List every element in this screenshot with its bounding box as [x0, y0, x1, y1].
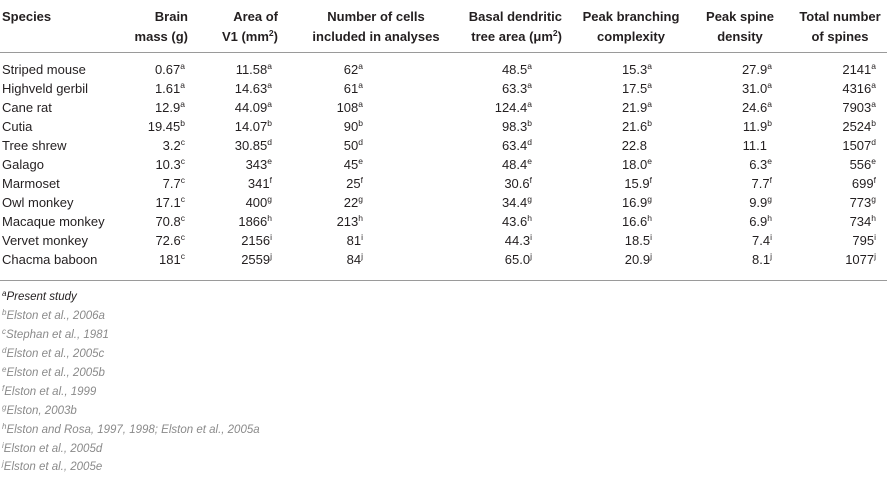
- cell-brain-mass: 3.2$^c$: [162, 137, 185, 153]
- cell-dendritic: 63.3$^a$: [501, 80, 532, 96]
- cell-cells: 25$^f$: [346, 175, 363, 191]
- table-bottom-divider: [0, 280, 887, 281]
- cell-v1-area: 343e: [245, 156, 272, 172]
- cell-species: Cutia: [2, 119, 33, 134]
- cell-brain-mass: 72.6$^c$: [155, 232, 185, 248]
- cell-cells: 62$^a$: [343, 61, 363, 77]
- cell-brain-mass: 12.9$^a$: [154, 99, 185, 115]
- footnote: $^i$Elston et al., 2005d: [2, 441, 103, 455]
- header-v1-area: Area of V1 $(mm^2)$: [221, 9, 278, 44]
- cell-branching: 16.6$^h$: [621, 213, 652, 229]
- cell-branching: 17.5$^a$: [621, 80, 652, 96]
- cell-v1-area: 2559$^j$: [241, 251, 272, 267]
- cell-spine-density: 7.4$^i$: [752, 232, 772, 248]
- header-species: Species: [2, 9, 52, 24]
- cell-spine-density: 27.9$^a$: [741, 61, 772, 77]
- cell-branching: 16.9$^g$: [621, 194, 652, 210]
- footnote: $^c$Stephan et al., 1981: [2, 327, 109, 341]
- cell-cells: 213$^h$: [336, 213, 363, 229]
- header-total-spines: Total number of spines: [799, 9, 881, 44]
- cell-total-spines: 699$^f$: [851, 175, 876, 191]
- table-row: [0, 212, 887, 232]
- cell-cells: 81$^i$: [346, 232, 363, 248]
- cell-dendritic: 43.6$^h$: [501, 213, 532, 229]
- cell-dendritic: 48.5$^a$: [501, 61, 532, 77]
- cell-brain-mass: 19.45$^b$: [147, 118, 185, 134]
- header-divider: [0, 52, 887, 53]
- cell-dendritic: 30.6$^f$: [504, 175, 532, 191]
- cell-v1-area: 44.09$^a$: [234, 99, 272, 115]
- cell-species: Striped mouse: [2, 62, 86, 77]
- cell-dendritic: 34.4$^g$: [501, 194, 532, 210]
- cell-v1-area: 1866$^h$: [238, 213, 272, 229]
- table-row: [0, 155, 887, 175]
- cell-species: Highveld gerbil: [2, 81, 88, 96]
- cell-total-spines: 795$^i$: [852, 232, 876, 248]
- header-spine-density: Peak spine density: [706, 9, 774, 44]
- cell-total-spines: 1077$^j$: [845, 251, 876, 267]
- cell-brain-mass: 1.61$^a$: [154, 80, 185, 96]
- cell-v1-area: 30.85$^d$: [234, 137, 272, 153]
- cell-species: Marmoset: [2, 176, 60, 191]
- footnote: $^b$Elston et al., 2006a: [2, 308, 105, 322]
- cell-branching: 22.8: [621, 138, 647, 153]
- cell-branching: 21.9$^a$: [621, 99, 652, 115]
- cell-dendritic: 63.4$^d$: [501, 137, 532, 153]
- footnote: $^a$Present study: [2, 289, 77, 303]
- cell-species: Chacma baboon: [2, 252, 98, 267]
- table-row: [0, 136, 887, 156]
- cell-total-spines: 2141$^a$: [842, 61, 876, 77]
- cell-cells: 90$^b$: [343, 118, 363, 134]
- cell-species: Macaque monkey: [2, 214, 105, 229]
- cell-species: Owl monkey: [2, 195, 74, 210]
- footnote: $^g$Elston, 2003b: [2, 403, 77, 417]
- cell-total-spines: 7903$^a$: [842, 99, 876, 115]
- cell-brain-mass: 10.3$^c$: [155, 156, 185, 172]
- cell-spine-density: 11.9$^b$: [742, 118, 772, 134]
- table-row: [0, 231, 887, 251]
- table-row: [0, 60, 887, 80]
- footnote: $^e$Elston et al., 2005b: [2, 365, 105, 379]
- cell-cells: 108$^a$: [336, 99, 363, 115]
- cell-dendritic: 124.4$^a$: [494, 99, 532, 115]
- table-row: [0, 250, 887, 270]
- table-row: [0, 98, 887, 118]
- cell-cells: 50$^d$: [343, 137, 363, 153]
- cell-spine-density: 7.7$^f$: [751, 175, 772, 191]
- cell-v1-area: 2156$^i$: [241, 232, 272, 248]
- cell-brain-mass: 17.1$^c$: [155, 194, 185, 210]
- cell-total-spines: 1507$^d$: [842, 137, 876, 153]
- cell-species: Vervet monkey: [2, 233, 88, 248]
- cell-cells: 22$^g$: [343, 194, 363, 210]
- cell-total-spines: 2524$^b$: [842, 118, 876, 134]
- header-branching-complexity: Peak branching complexity: [582, 9, 680, 44]
- table-row: [0, 174, 887, 194]
- cell-v1-area: 400$^g$: [245, 194, 272, 210]
- footnote: $^f$Elston et al., 1999: [2, 384, 97, 398]
- cell-spine-density: 24.6$^a$: [741, 99, 772, 115]
- table-row: [0, 117, 887, 137]
- cell-v1-area: 14.63$^a$: [234, 80, 272, 96]
- cell-total-spines: 4316$^a$: [842, 80, 876, 96]
- cell-spine-density: 6.9$^h$: [749, 213, 772, 229]
- cell-cells: 45e: [343, 156, 363, 172]
- cell-branching: 15.3$^a$: [621, 61, 652, 77]
- footnote: $^h$Elston and Rosa, 1997, 1998; Elston et al., 2005a: [2, 422, 260, 436]
- table-row: [0, 79, 887, 99]
- cell-brain-mass: 7.7$^c$: [162, 175, 185, 191]
- header-number-of-cells: Number of cells included in analyses: [312, 9, 440, 44]
- cell-v1-area: 341$^f$: [247, 175, 272, 191]
- cell-branching: 15.9$^f$: [624, 175, 652, 191]
- footnote: $^j$Elston et al., 2005e: [2, 459, 103, 473]
- cell-branching: 20.9$^j$: [624, 251, 652, 267]
- cell-branching: 18.0e: [621, 156, 652, 172]
- cell-total-spines: 734$^h$: [849, 213, 876, 229]
- cell-brain-mass: 181$^c$: [159, 251, 185, 267]
- cell-v1-area: 11.58$^a$: [235, 61, 272, 77]
- cell-total-spines: 773$^g$: [849, 194, 876, 210]
- cell-branching: 21.6$^b$: [621, 118, 652, 134]
- header-brain-mass: Brain mass (g): [134, 9, 188, 44]
- cell-dendritic: 98.3$^b$: [501, 118, 532, 134]
- cell-spine-density: 11.1: [742, 138, 767, 153]
- cell-branching: 18.5$^i$: [624, 232, 652, 248]
- cell-dendritic: 48.4e: [501, 156, 532, 172]
- footnote: $^d$Elston et al., 2005c: [2, 346, 105, 360]
- cell-spine-density: 8.1$^j$: [752, 251, 772, 267]
- cell-cells: 84$^j$: [346, 251, 363, 267]
- cell-dendritic: 65.0$^j$: [504, 251, 532, 267]
- cell-dendritic: 44.3$^i$: [504, 232, 532, 248]
- cell-spine-density: 9.9$^g$: [749, 194, 772, 210]
- cell-species: Galago: [2, 157, 44, 172]
- cell-brain-mass: 0.67$^a$: [154, 61, 185, 77]
- cell-species: Cane rat: [2, 100, 52, 115]
- cell-total-spines: 556e: [849, 156, 876, 172]
- cell-spine-density: 6.3e: [749, 156, 772, 172]
- cell-cells: 61$^a$: [343, 80, 363, 96]
- cell-spine-density: 31.0$^a$: [741, 80, 772, 96]
- header-dendritic-area: Basal dendritic tree area $(\mu m^2)$: [468, 9, 562, 44]
- cell-v1-area: 14.07$^b$: [234, 118, 272, 134]
- cell-brain-mass: 70.8$^c$: [155, 213, 185, 229]
- cell-species: Tree shrew: [2, 138, 67, 153]
- table-row: [0, 193, 887, 213]
